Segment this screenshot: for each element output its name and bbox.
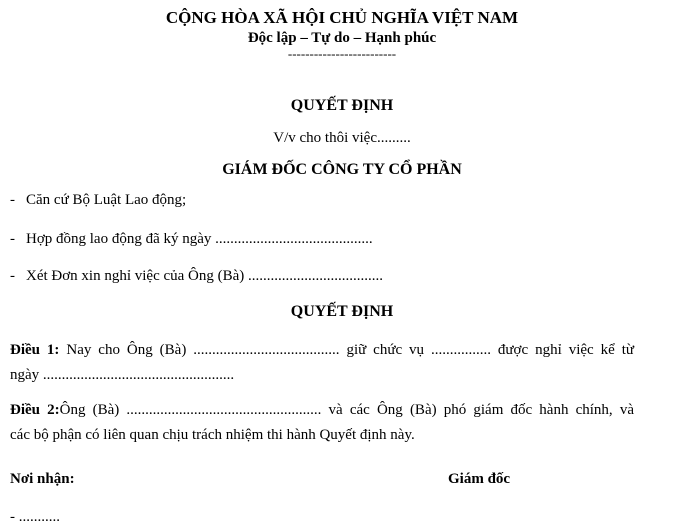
- article-label: Điều 1:: [10, 342, 60, 358]
- bullet-dash: -: [10, 192, 15, 208]
- basis-text: Xét Đơn xin nghỉ việc của Ông (Bà) ....................................: [26, 268, 384, 284]
- recipients-label: Nơi nhận:: [10, 471, 75, 487]
- article-text: Nay cho Ông (Bà) ....................................... giữ chức vụ ................ được nghỉ việc kể từ: [59, 342, 634, 358]
- article-2-line-2: các bộ phận có liên quan chịu trách nhiệm thi hành Quyết định này.: [10, 427, 415, 443]
- basis-item: [10, 192, 186, 209]
- recipient-line: - ...........: [10, 509, 60, 525]
- decides-title: QUYẾT ĐỊNH: [290, 303, 394, 320]
- header-separator: -------------------------: [287, 46, 397, 61]
- article-label: Điều 2:: [10, 402, 60, 418]
- bullet-dash: -: [10, 231, 15, 247]
- article-1-line-1: [10, 342, 634, 359]
- bullet-dash: -: [10, 268, 15, 284]
- nation-header: CỘNG HÒA XÃ HỘI CHỦ NGHĨA VIỆT NAM: [165, 8, 519, 27]
- article-2-line-1: [10, 402, 634, 419]
- motto: Độc lập – Tự do – Hạnh phúc: [247, 30, 437, 46]
- basis-item: [10, 231, 373, 248]
- basis-text: Căn cứ Bộ Luật Lao động;: [26, 192, 187, 208]
- decision-subject: V/v cho thôi việc.........: [273, 130, 411, 146]
- article-text: Ông (Bà) .................................................... và các Ông (Bà) phó giám đốc hành chính, và: [59, 402, 634, 418]
- article-1-line-2: ngày ...................................................: [10, 367, 235, 383]
- decision-title: QUYẾT ĐỊNH: [290, 97, 394, 114]
- basis-item: [10, 268, 383, 285]
- basis-text: Hợp đồng lao động đã ký ngày ..........................................: [26, 231, 373, 247]
- signer-title: Giám đốc: [448, 471, 511, 487]
- authority-title: GIÁM ĐỐC CÔNG TY CỔ PHẦN: [222, 161, 462, 178]
